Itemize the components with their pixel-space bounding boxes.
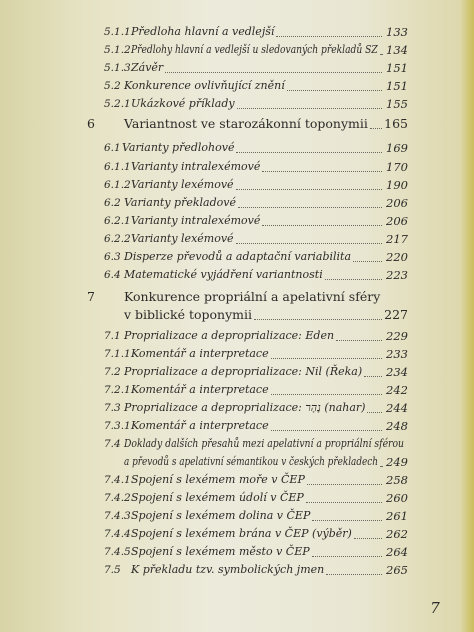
toc-entry-page: 233 bbox=[386, 347, 408, 361]
toc-entry-page: 133 bbox=[386, 25, 408, 39]
toc-entry bbox=[0, 488, 474, 508]
toc-entry-title: Závěr bbox=[131, 61, 164, 74]
toc-entry-page: 151 bbox=[386, 79, 408, 93]
toc-entry-title: Předloha hlavní a vedlejší bbox=[131, 25, 275, 38]
toc-entry-page: 227 bbox=[384, 307, 408, 322]
toc-entry-number: 7.4 bbox=[104, 438, 121, 450]
toc-entry-number: 6.2.1 bbox=[104, 215, 131, 227]
toc-entry-number: 6.3 bbox=[104, 251, 121, 263]
toc-entry-number: 7.4.5 bbox=[104, 546, 131, 558]
toc-entry-number: 6.2 bbox=[104, 197, 121, 209]
toc-entry bbox=[0, 344, 474, 364]
toc-entry bbox=[0, 76, 474, 96]
toc-entry-title: Spojení s lexémem brána v ČEP (výběr) bbox=[131, 527, 352, 540]
toc-entry-number: 7.5 bbox=[104, 564, 121, 576]
toc-entry-number: 7.4.3 bbox=[104, 510, 131, 522]
toc-entry-number: 7.1.1 bbox=[104, 348, 131, 360]
toc-entry bbox=[0, 157, 474, 177]
toc-entry-title: Proprializace a deproprializace: Eden bbox=[124, 329, 335, 342]
toc-entry bbox=[0, 247, 474, 267]
toc-entry-title: Komentář a interpretace bbox=[131, 383, 269, 396]
toc-entry-page: 262 bbox=[386, 527, 408, 541]
toc-entry bbox=[0, 434, 474, 454]
toc-entry-page: 261 bbox=[386, 509, 408, 523]
toc-entry-number: 7.3 bbox=[104, 402, 121, 414]
toc-entry-page: 170 bbox=[386, 160, 408, 174]
toc-leader-dots bbox=[271, 430, 382, 431]
toc-entry-page: 260 bbox=[386, 491, 408, 505]
toc-entry-title: Předlohy hlavní a vedlejší u sledovaných překladů SZ bbox=[131, 43, 378, 56]
toc-leader-dots bbox=[262, 225, 382, 226]
toc-leader-dots bbox=[236, 152, 382, 153]
page-edge-shadow bbox=[460, 0, 474, 632]
toc-entry-number: 7.2.1 bbox=[104, 384, 131, 396]
toc-entry bbox=[0, 305, 474, 325]
toc-entry-title: Varianty lexémové bbox=[131, 232, 234, 245]
toc-entry bbox=[0, 114, 474, 134]
toc-entry bbox=[0, 58, 474, 78]
toc-entry-title: Ukázkové příklady bbox=[131, 97, 235, 110]
toc-entry-page: 151 bbox=[386, 61, 408, 75]
toc-entry-title: Komentář a interpretace bbox=[131, 347, 269, 360]
toc-entry-number: 5.2.1 bbox=[104, 98, 131, 110]
toc-entry-page: 220 bbox=[386, 250, 408, 264]
toc-entry-title: Varianty předlohové bbox=[122, 141, 235, 154]
toc-entry-page: 229 bbox=[386, 329, 408, 343]
toc-entry-title: Spojení s lexémem údolí v ČEP bbox=[131, 491, 304, 504]
toc-entry-number: 6.1.1 bbox=[104, 161, 131, 173]
toc-entry-number: 5.1.2 bbox=[104, 44, 131, 56]
toc-entry-page: 234 bbox=[386, 365, 408, 379]
toc-leader-dots bbox=[287, 90, 382, 91]
toc-entry-title: Komentář a interpretace bbox=[131, 419, 269, 432]
toc-entry-title: Proprializace a deproprializace: נָהָר (nahar) bbox=[124, 401, 366, 414]
toc-entry bbox=[0, 524, 474, 544]
toc-entry-title: K překladu tzv. symbolických jmen bbox=[131, 563, 325, 576]
toc-entry-title: Proprializace a deproprializace: Nil (Řeka) bbox=[124, 365, 363, 378]
toc-leader-dots bbox=[254, 319, 382, 320]
toc-entry-page: 265 bbox=[386, 563, 408, 577]
toc-entry bbox=[0, 287, 474, 307]
toc-entry-title: Spojení s lexémem moře v ČEP bbox=[131, 473, 305, 486]
toc-entry-title: Spojení s lexémem město v ČEP bbox=[131, 545, 310, 558]
toc-entry-title: Varianty intralexémové bbox=[131, 160, 261, 173]
toc-entry-number: 6 bbox=[87, 116, 95, 131]
toc-entry bbox=[0, 542, 474, 562]
toc-entry bbox=[0, 211, 474, 231]
toc-entry bbox=[0, 138, 474, 158]
toc-entry bbox=[0, 40, 474, 60]
toc-entry-number: 5.1.1 bbox=[104, 26, 131, 38]
toc-entry bbox=[0, 94, 474, 114]
toc-entry-number: 5.2 bbox=[104, 80, 121, 92]
page-number: 7 bbox=[430, 599, 440, 617]
toc-leader-dots bbox=[276, 36, 382, 37]
toc-leader-dots bbox=[325, 279, 382, 280]
toc-leader-dots bbox=[237, 108, 382, 109]
toc-leader-dots bbox=[271, 394, 382, 395]
toc-entry-page: 206 bbox=[386, 214, 408, 228]
toc-entry bbox=[0, 452, 474, 472]
toc-entry bbox=[0, 229, 474, 249]
toc-entry bbox=[0, 362, 474, 382]
toc-entry-title: Varianty lexémové bbox=[131, 178, 234, 191]
toc-entry bbox=[0, 326, 474, 346]
toc-entry-title: Varianty překladové bbox=[124, 196, 236, 209]
toc-entry-title: Varianty intralexémové bbox=[131, 214, 261, 227]
toc-entry-number: 6.1 bbox=[104, 142, 121, 154]
toc-entry-title: Konkurence propriální a apelativní sféry bbox=[124, 289, 381, 304]
toc-entry-page: 169 bbox=[386, 141, 408, 155]
toc-entry bbox=[0, 398, 474, 418]
toc-entry-title: Disperze převodů a adaptační variabilita bbox=[124, 250, 352, 263]
toc-entry-page: 217 bbox=[386, 232, 408, 246]
toc-leader-dots bbox=[312, 520, 382, 521]
toc-entry-title: Matematické vyjádření variantnosti bbox=[124, 268, 323, 281]
toc-entry bbox=[0, 506, 474, 526]
toc-entry-title: a převodů s apelativní sémantikou v českých překladech bbox=[124, 455, 378, 468]
toc-leader-dots bbox=[236, 243, 382, 244]
toc-entry-page: 134 bbox=[386, 43, 408, 57]
toc-entry-number: 6.2.2 bbox=[104, 233, 131, 245]
toc-entry bbox=[0, 416, 474, 436]
toc-entry bbox=[0, 175, 474, 195]
toc-leader-dots bbox=[271, 358, 382, 359]
toc-entry-title: Variantnost ve starozákonní toponymii bbox=[124, 116, 368, 131]
toc-entry-title: Konkurence ovlivňující znění bbox=[124, 79, 285, 92]
toc-entry-page: 190 bbox=[386, 178, 408, 192]
toc-entry-title: Doklady dalších přesahů mezi apelativní a propriální sférou bbox=[124, 437, 404, 450]
toc-entry-number: 5.1.3 bbox=[104, 62, 131, 74]
toc-leader-dots bbox=[165, 72, 382, 73]
toc-entry-page: 249 bbox=[386, 455, 408, 469]
toc-entry-page: 248 bbox=[386, 419, 408, 433]
toc-leader-dots bbox=[262, 171, 382, 172]
toc-entry bbox=[0, 380, 474, 400]
toc-entry-number: 6.1.2 bbox=[104, 179, 131, 191]
toc-entry-number: 7 bbox=[87, 289, 95, 304]
toc-entry bbox=[0, 470, 474, 490]
toc-entry-page: 223 bbox=[386, 268, 408, 282]
toc-leader-dots bbox=[236, 189, 382, 190]
toc-entry-page: 165 bbox=[384, 116, 408, 131]
toc-entry-page: 155 bbox=[386, 97, 408, 111]
toc-entry-title: v biblické toponymii bbox=[124, 307, 253, 322]
toc-leader-dots bbox=[336, 340, 382, 341]
toc-entry-number: 6.4 bbox=[104, 269, 121, 281]
toc-entry bbox=[0, 560, 474, 580]
toc-leader-dots bbox=[238, 207, 382, 208]
toc-entry bbox=[0, 193, 474, 213]
toc-leader-dots bbox=[326, 574, 382, 575]
toc-leader-dots bbox=[307, 484, 382, 485]
toc-entry-number: 7.1 bbox=[104, 330, 121, 342]
toc-entry-page: 244 bbox=[386, 401, 408, 415]
toc-entry-title: Spojení s lexémem dolina v ČEP bbox=[131, 509, 311, 522]
toc-entry-page: 206 bbox=[386, 196, 408, 210]
toc-entry-number: 7.4.1 bbox=[104, 474, 131, 486]
toc-entry-page: 258 bbox=[386, 473, 408, 487]
toc-entry bbox=[0, 22, 474, 42]
toc-entry-page: 264 bbox=[386, 545, 408, 559]
toc-leader-dots bbox=[312, 556, 382, 557]
toc-entry bbox=[0, 265, 474, 285]
toc-entry-number: 7.4.4 bbox=[104, 528, 131, 540]
toc-leader-dots bbox=[306, 502, 382, 503]
toc-entry-number: 7.2 bbox=[104, 366, 121, 378]
toc-entry-number: 7.4.2 bbox=[104, 492, 131, 504]
toc-entry-number: 7.3.1 bbox=[104, 420, 131, 432]
toc-entry-page: 242 bbox=[386, 383, 408, 397]
